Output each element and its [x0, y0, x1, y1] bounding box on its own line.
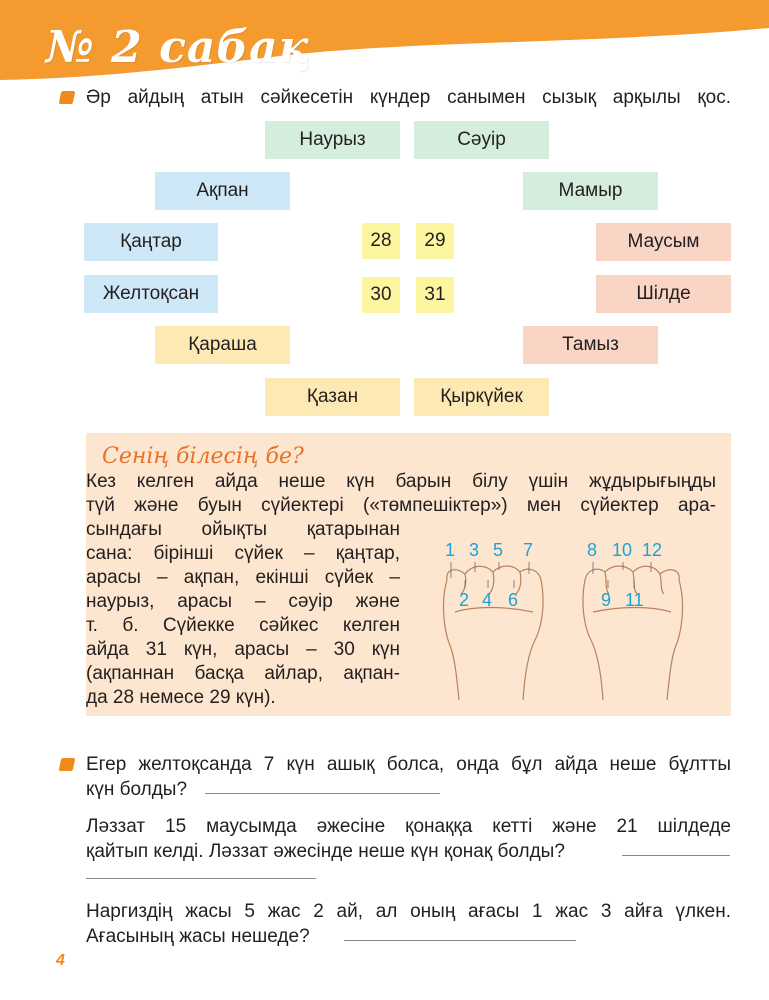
- month-nauryz[interactable]: Наурыз: [265, 121, 400, 159]
- info-line: сындағы ойықты қатарынан: [86, 519, 400, 540]
- month-kazan[interactable]: Қазан: [265, 378, 400, 416]
- month-mamyr[interactable]: Мамыр: [523, 172, 658, 210]
- question1-line1: Егер желтоқсанда 7 күн ашық болса, онда бұл айда неше бұлтты: [86, 754, 731, 775]
- question3-line2: Ағасының жасы нешеде?: [86, 926, 310, 947]
- info-line: Кез келген айда неше күн барын білу үшін жұдырығыңды: [86, 471, 716, 492]
- fist-label: 10: [612, 540, 633, 560]
- day-count-29[interactable]: 29: [416, 223, 454, 259]
- lesson-title: № 2 сабақ: [46, 22, 311, 73]
- month-karasha[interactable]: Қараша: [155, 326, 290, 364]
- did-you-know-title: Сенің білесің бе?: [102, 444, 304, 469]
- question2-answer-line-2[interactable]: [86, 878, 316, 879]
- fist-label: 5: [493, 540, 504, 560]
- day-count-28[interactable]: 28: [362, 223, 400, 259]
- info-line: (ақпаннан басқа айлар, ақпан-: [86, 663, 400, 684]
- month-zheltoksan[interactable]: Желтоқсан: [84, 275, 218, 313]
- fist-label: 2: [459, 590, 470, 610]
- question3-answer-line[interactable]: [344, 940, 576, 941]
- fist-label: 11: [625, 590, 644, 610]
- fist-label: 8: [587, 540, 598, 560]
- task-bullet-icon: [59, 91, 76, 104]
- info-line: түй және буын сүйектері («төмпешіктер») мен сүйектер ара-: [86, 495, 716, 516]
- question2-answer-line[interactable]: [622, 855, 730, 856]
- info-line: да 28 немесе 29 күн).: [86, 687, 276, 708]
- info-line: т. б. Сүйекке сәйкес келген: [86, 615, 400, 636]
- month-kantar[interactable]: Қаңтар: [84, 223, 218, 261]
- month-sauir[interactable]: Сәуір: [414, 121, 549, 159]
- fist-label: 7: [523, 540, 534, 560]
- task-bullet-icon: [59, 758, 76, 771]
- month-kyrkuiek[interactable]: Қыркүйек: [414, 378, 549, 416]
- month-tamyz[interactable]: Тамыз: [523, 326, 658, 364]
- question2-line2: қайтып келді. Ләззат әжесінде неше күн қонақ болды?: [86, 841, 565, 862]
- fist-label: 6: [508, 590, 519, 610]
- info-line: арасы – ақпан, екінші сүйек –: [86, 567, 400, 588]
- fist-label: 3: [469, 540, 480, 560]
- page-number: 4: [56, 952, 65, 969]
- question3-line1: Наргиздің жасы 5 жас 2 ай, ал оның ағасы 1 жас 3 айға үлкен.: [86, 901, 731, 922]
- fist-label: 1: [445, 540, 456, 560]
- month-shilde[interactable]: Шілде: [596, 275, 731, 313]
- month-akpan[interactable]: Ақпан: [155, 172, 290, 210]
- day-count-30[interactable]: 30: [362, 277, 400, 313]
- info-line: наурыз, арасы – сәуір және: [86, 591, 400, 612]
- question2-line1: Ләззат 15 маусымда әжесіне қонаққа кетті және 21 шілдеде: [86, 816, 731, 837]
- question1-line2: күн болды?: [86, 779, 188, 800]
- info-line: сана: бірінші сүйек – қаңтар,: [86, 543, 400, 564]
- day-count-31[interactable]: 31: [416, 277, 454, 313]
- fist-label: 12: [642, 540, 663, 560]
- task1-text: Әр айдың атын сәйкесетін күндер санымен сызық арқылы қос.: [86, 87, 731, 108]
- fists-illustration: [425, 540, 720, 705]
- info-line: айда 31 күн, арасы – 30 күн: [86, 639, 400, 660]
- fist-label: 9: [601, 590, 612, 610]
- month-mausym[interactable]: Маусым: [596, 223, 731, 261]
- fist-label: 4: [482, 590, 493, 610]
- question1-answer-line[interactable]: [205, 793, 440, 794]
